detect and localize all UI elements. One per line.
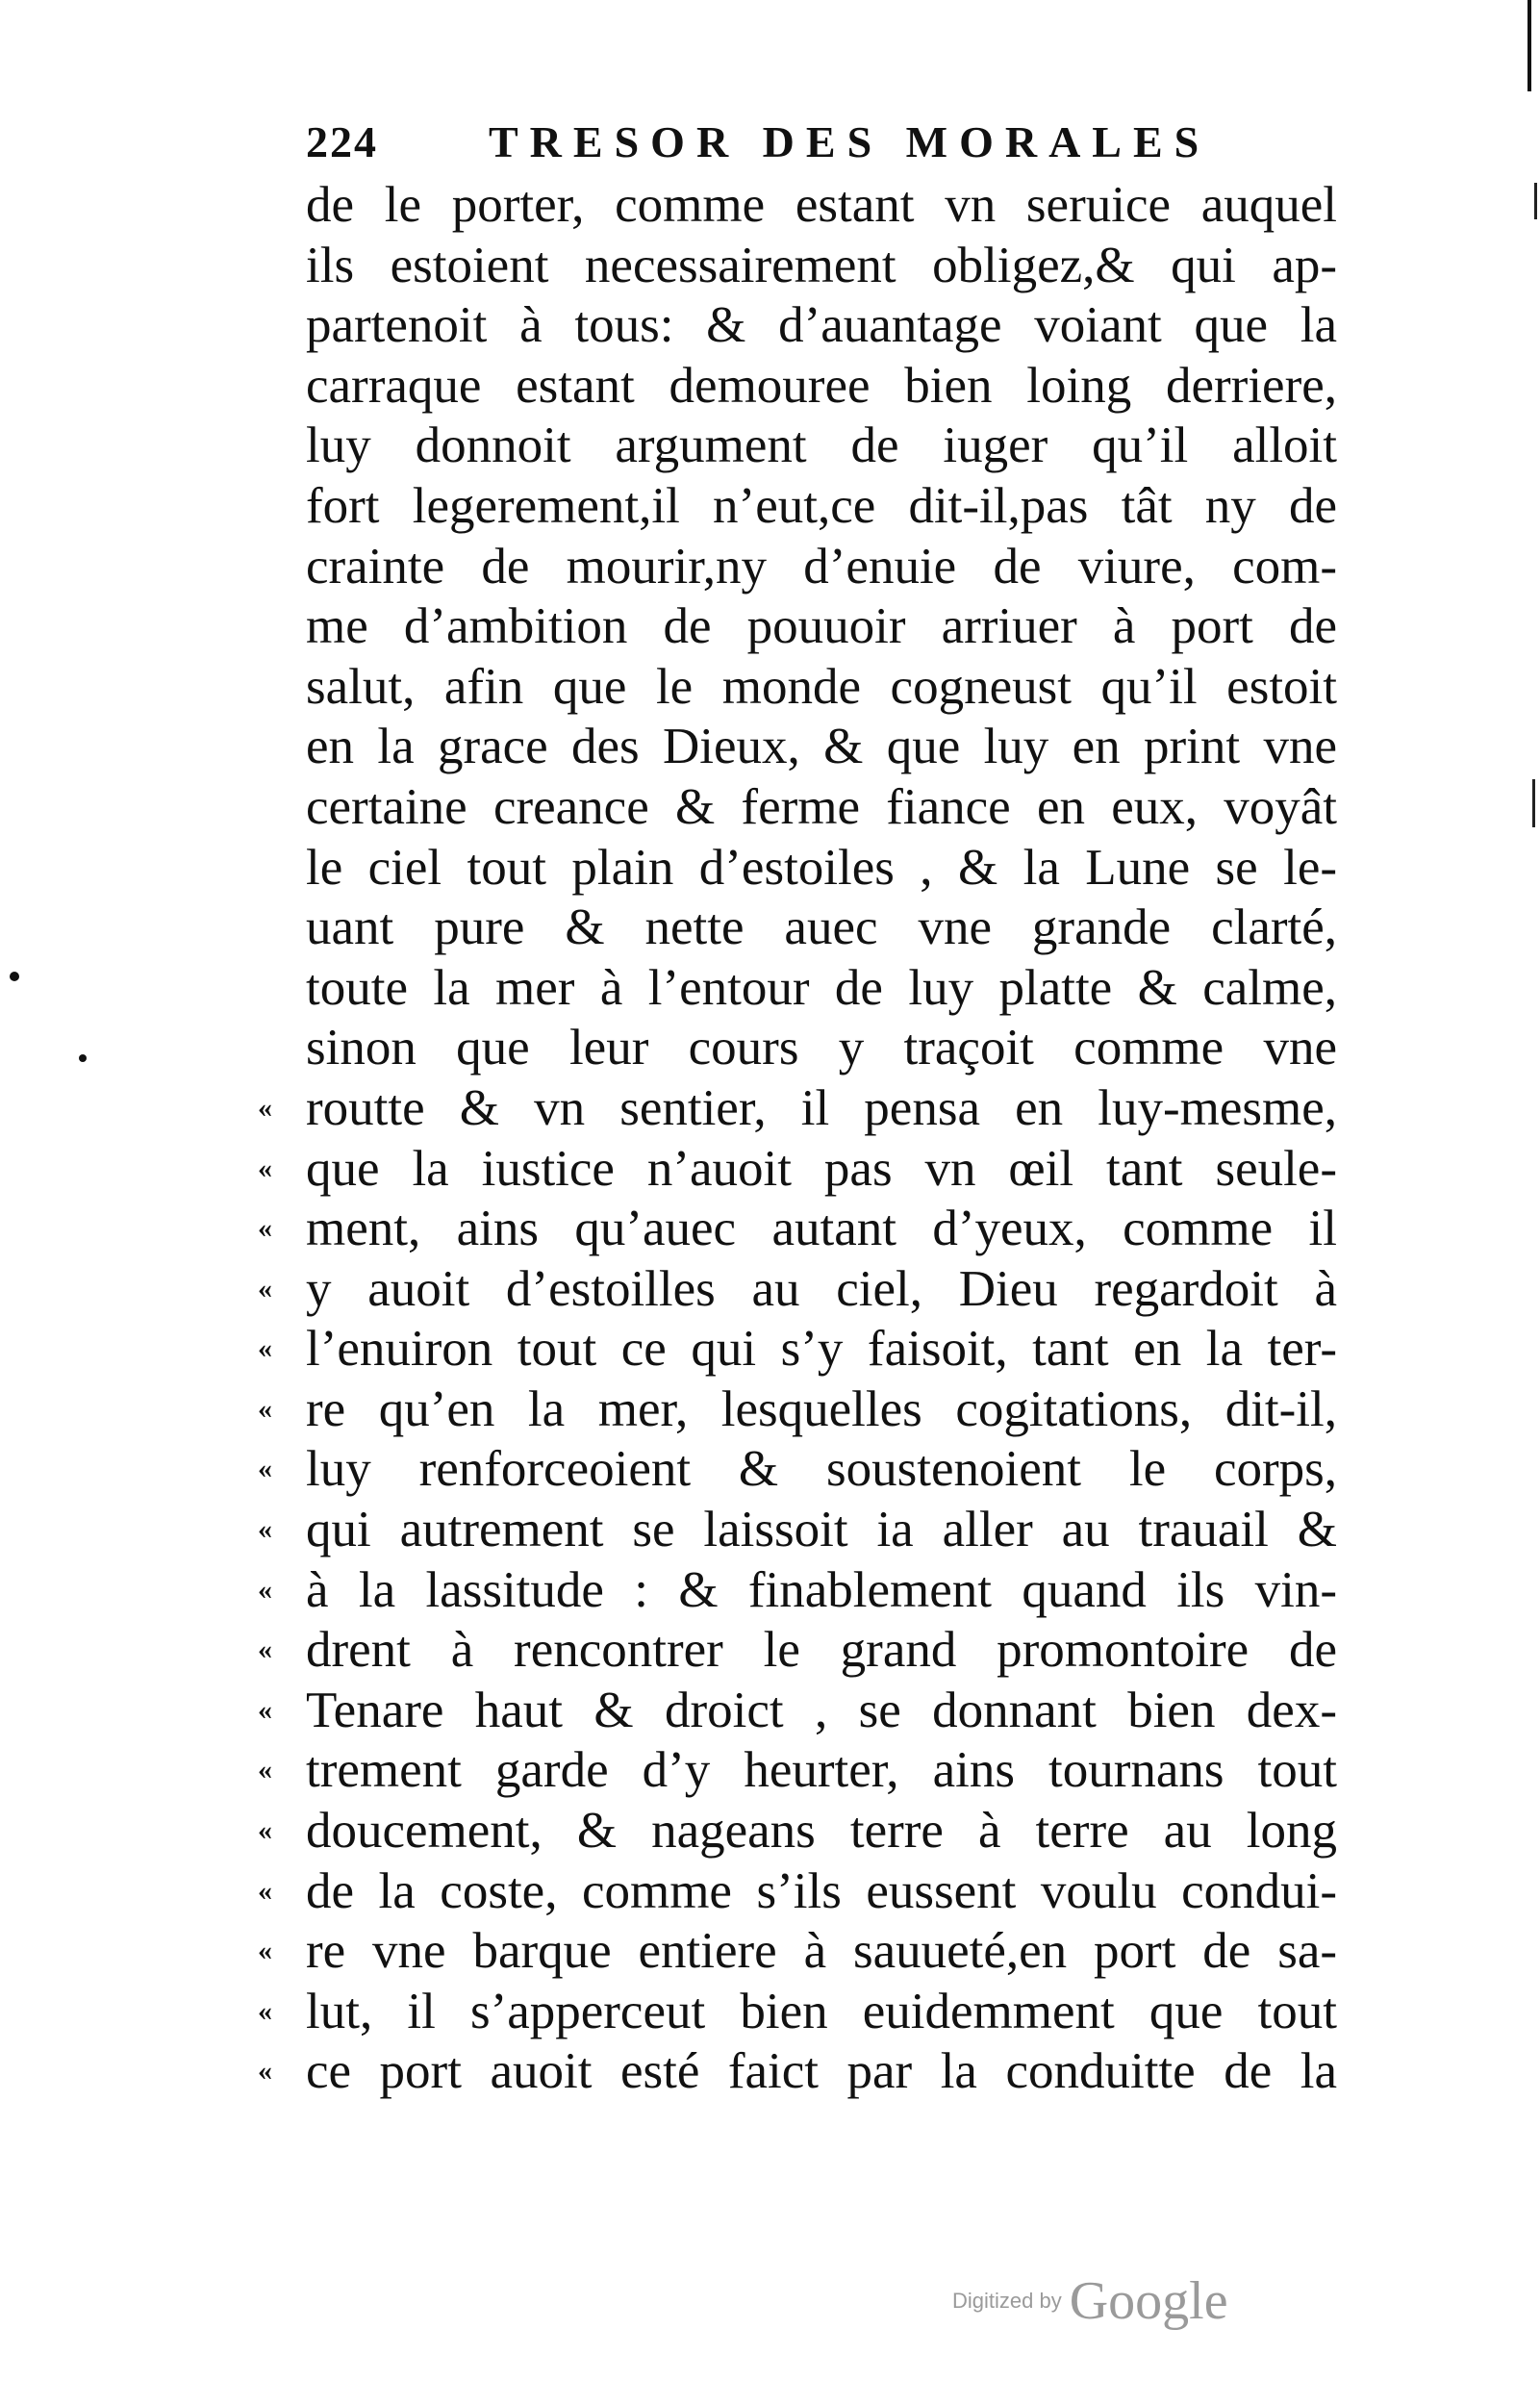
line-text: partenoit à tous: & d’auantage voiant que la <box>306 297 1337 354</box>
text-line <box>306 236 1337 296</box>
line-text: de le porter, comme estant vn seruice auquel <box>306 177 1337 233</box>
text-line <box>306 1018 1337 1078</box>
line-text: fort legerement,il n’eut,ce dit-il,pas tât ny de <box>306 477 1337 534</box>
quotation-marker: « <box>258 1573 272 1606</box>
text-line <box>258 1681 1337 1741</box>
quotation-marker: « <box>258 1332 272 1365</box>
text-line <box>306 657 1337 718</box>
text-line <box>306 838 1337 899</box>
line-text: qui autrement se laissoit ia aller au trauail & <box>306 1502 1337 1558</box>
text-line <box>306 295 1337 356</box>
text-line <box>258 1861 1337 1922</box>
line-text: l’enuiron tout ce qui s’y faisoit, tant en la ter- <box>306 1321 1337 1378</box>
line-text: le ciel tout plain d’estoiles , & la Lune se le- <box>306 839 1337 896</box>
line-text: routte & vn sentier, il pensa en luy-mesme, <box>306 1079 1337 1136</box>
line-text: carraque estant demouree bien loing derriere, <box>306 357 1337 414</box>
line-text: luy renforceoient & soustenoient le corps, <box>306 1441 1337 1498</box>
page-number: 224 <box>306 117 378 166</box>
text-line <box>258 1078 1337 1139</box>
text-line <box>258 1380 1337 1440</box>
line-text: re vne barque entiere à sauueté,en port de sa- <box>306 1923 1337 1980</box>
margin-ink-dot <box>79 1054 87 1062</box>
quotation-marker: « <box>258 1874 272 1907</box>
text-line <box>258 1560 1337 1621</box>
text-line <box>306 416 1337 476</box>
line-text: à la lassitude : & finablement quand ils vin- <box>306 1561 1337 1618</box>
body-text <box>258 175 1337 2102</box>
watermark-digitized-label: Digitized by <box>952 2289 1062 2313</box>
quotation-marker: « <box>258 1513 272 1546</box>
text-line <box>306 537 1337 597</box>
text-line <box>306 777 1337 838</box>
line-text: salut, afin que le monde cogneust qu’il estoit <box>306 658 1337 715</box>
line-text: y auoit d’estoilles au ciel, Dieu regardoit à <box>306 1260 1337 1317</box>
margin-ink-tick <box>1532 779 1535 827</box>
quotation-marker: « <box>258 1633 272 1666</box>
quotation-marker: « <box>258 1814 272 1847</box>
line-text: luy donnoit argument de iuger qu’il alloit <box>306 418 1337 474</box>
line-text: Tenare haut & droict , se donnant bien dex- <box>306 1682 1337 1738</box>
text-line <box>306 596 1337 657</box>
line-text: sinon que leur cours y traçoit comme vne <box>306 1020 1337 1076</box>
line-text: re qu’en la mer, lesquelles cogitations, dit-il, <box>306 1380 1337 1437</box>
text-line <box>258 1439 1337 1500</box>
text-line <box>258 1801 1337 1861</box>
line-text: certaine creance & ferme fiance en eux, voyât <box>306 778 1337 835</box>
margin-ink-tick <box>1534 183 1537 219</box>
line-text: ment, ains qu’auec autant d’yeux, comme il <box>306 1201 1337 1257</box>
text-line <box>258 1319 1337 1380</box>
quotation-marker: « <box>258 2055 272 2088</box>
line-text: ce port auoit esté faict par la conduitte de la <box>306 2043 1337 2100</box>
google-watermark <box>952 2270 1228 2338</box>
text-line <box>258 1620 1337 1681</box>
text-line <box>306 175 1337 236</box>
quotation-marker: « <box>258 1994 272 2027</box>
text-line <box>306 717 1337 777</box>
line-text: uant pure & nette auec vne grande clarté, <box>306 899 1337 956</box>
line-text: crainte de mourir,ny d’enuie de viure, com- <box>306 538 1337 595</box>
text-line <box>258 1199 1337 1259</box>
text-line <box>258 1740 1337 1801</box>
line-text: que la iustice n’auoit pas vn œil tant seule- <box>306 1140 1337 1197</box>
text-line <box>258 2041 1337 2102</box>
line-text: en la grace des Dieux, & que luy en print vne <box>306 719 1337 775</box>
quotation-marker: « <box>258 1212 272 1245</box>
quotation-marker: « <box>258 1272 272 1304</box>
line-text: de la coste, comme s’ils eussent voulu condui- <box>306 1862 1337 1919</box>
text-line <box>258 1139 1337 1200</box>
text-line <box>306 476 1337 537</box>
quotation-marker: « <box>258 1152 272 1184</box>
line-text: drent à rencontrer le grand promontoire de <box>306 1622 1337 1679</box>
google-logo: Google <box>1069 2271 1228 2331</box>
text-line <box>306 356 1337 417</box>
quotation-marker: « <box>258 1754 272 1786</box>
quotation-marker: « <box>258 1091 272 1124</box>
text-line <box>258 1982 1337 2042</box>
line-text: doucement, & nageans terre à terre au long <box>306 1803 1337 1860</box>
line-text: ils estoient necessairement obligez,& qui ap- <box>306 237 1337 293</box>
text-line <box>306 958 1337 1019</box>
margin-ink-dot <box>10 972 19 981</box>
text-line <box>258 1500 1337 1560</box>
running-head <box>306 114 1345 171</box>
line-text: toute la mer à l’entour de luy platte & calme, <box>306 959 1337 1016</box>
line-text: lut, il s’apperceut bien euidemment que tout <box>306 1983 1337 2039</box>
line-text: trement garde d’y heurter, ains tournans tout <box>306 1742 1337 1799</box>
quotation-marker: « <box>258 1392 272 1425</box>
quotation-marker: « <box>258 1935 272 1967</box>
quotation-marker: « <box>258 1453 272 1485</box>
quotation-marker: « <box>258 1693 272 1726</box>
text-line <box>306 898 1337 958</box>
text-line <box>258 1921 1337 1982</box>
text-line <box>258 1259 1337 1320</box>
page-edge-rule <box>1527 0 1531 91</box>
line-text: me d’ambition de pouuoir arriuer à port de <box>306 598 1337 655</box>
running-title: TRESOR DES MORALES <box>489 117 1211 166</box>
